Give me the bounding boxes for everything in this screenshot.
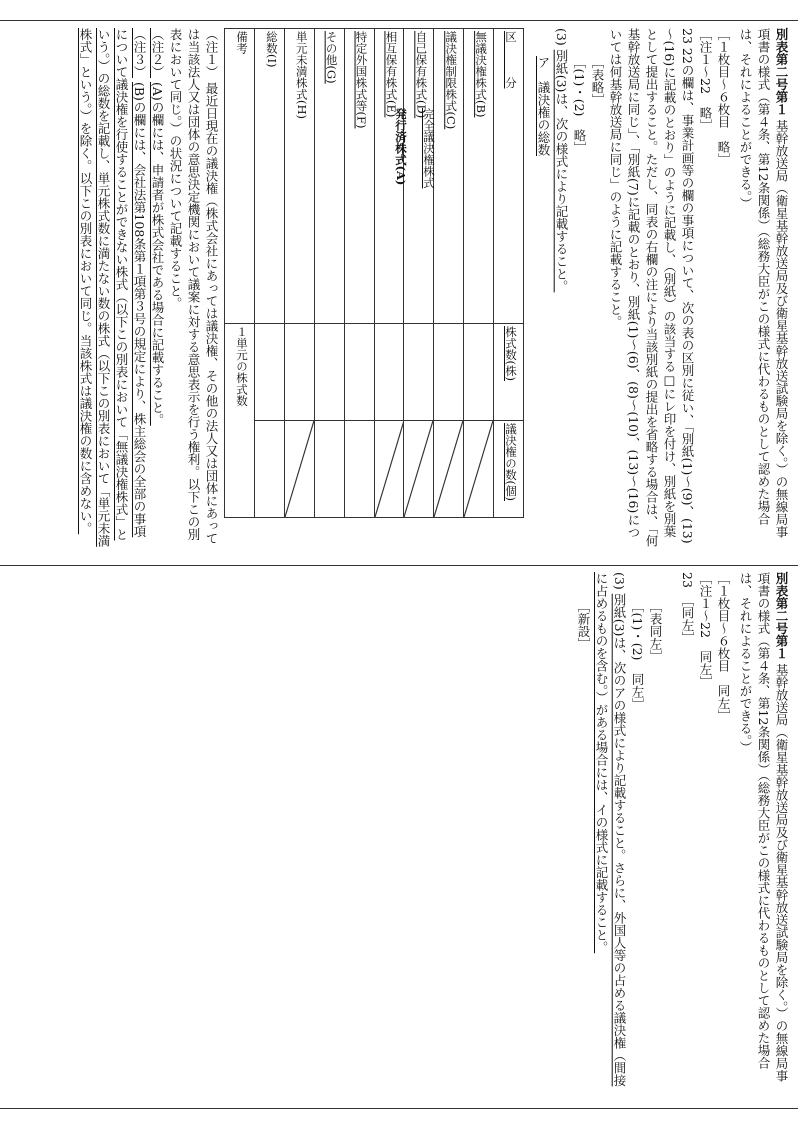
- row-soukazu-votes: [254, 420, 284, 517]
- row-tangen-miman-shares: [284, 323, 314, 420]
- items-reference-current: ［(1)・(2) 同左］: [630, 599, 645, 710]
- row-seigen-votes-diagonal: [434, 420, 464, 517]
- item-3-number-current: (3): [612, 572, 627, 590]
- row-tangen-miman-votes-diagonal: [284, 420, 314, 517]
- sheet-reference: ［１枚目～６枚目 略］: [716, 28, 731, 166]
- items-reference: ［(1)・(2) 略］: [572, 55, 587, 154]
- row-mugiketsu-label: 無議決権株式(B): [464, 29, 494, 324]
- row-jiko-votes-diagonal: [404, 420, 434, 517]
- top-border-rule: [0, 20, 798, 21]
- row-tokutei-label: 特定外国株式等(F): [344, 29, 374, 324]
- note-23-current: 23 ［同左］: [680, 572, 695, 645]
- row-jiko-label: 自己保有株式(D): [404, 29, 434, 324]
- row-ichitangen-cell: １単元の株式数: [225, 323, 255, 517]
- row-soukazu-shares: [254, 323, 284, 420]
- form-lead-paragraph: 基幹放送局（衛星基幹放送局及び衛星基幹放送試験局を除く。）の無線局事項書の様式（第４条、第12条関係）（総務大臣がこの様式に代わるものとして認めた場合は、それによることができる。）: [738, 28, 789, 539]
- table-note-2: [148, 28, 166, 548]
- form-lead-paragraph-current: 基幹放送局（衛星基幹放送局及び衛星基幹放送試験局を除く。）の無線局事項書の様式（第４条、第12条関係）（総務大臣がこの様式に代わるものとして認めた場合は、それによることができる。）: [738, 572, 789, 1083]
- note-reference: ［注１～22 略］: [698, 28, 713, 132]
- row-soukazu-label: 総数(I): [254, 29, 284, 324]
- note-23-text: 22の欄は、事業計画等の欄の事項について、次の表の区別に従い、「別紙(1)～(9)、(13)～(16)に記載のとおり」のように記載し、（別紙）の該当する□にレ印を付け、別紙を別葉として提出すること。ただし、同表の右欄の注により当該別紙の提出を省略する場合は、「何基幹放送局に同じ」、「別紙(7)に記載のとおり、別紙(1)～(6)、(8)～(10)、(13)～(16)については何基幹放送局に同じ」のように記載すること。: [608, 28, 695, 547]
- note-23-number: 23: [680, 28, 695, 44]
- table-note-3: [76, 28, 148, 548]
- row-kanzen-label: 完全議決権株式: [422, 108, 436, 189]
- table-note-2-label: （注２）: [150, 28, 165, 78]
- form-title: 別表第二号第１: [774, 28, 789, 116]
- row-sonota-votes: [314, 420, 344, 517]
- row-tokutei-shares: [344, 323, 374, 420]
- bottom-border-rule: [0, 1108, 798, 1109]
- amended-text-panel: [10, 28, 790, 548]
- row-hakko-label: 発行済株式(A): [394, 108, 408, 186]
- item-3-text: 別紙(3)は、次の様式により記載すること。: [554, 49, 569, 293]
- table-reference: ［表略］: [590, 55, 605, 106]
- row-seigen-shares: [434, 323, 464, 420]
- row-tangen-miman-label: 単元未満株式(H): [284, 29, 314, 324]
- row-sogo-votes-diagonal: [374, 420, 404, 517]
- table-reference-current: ［表同左］: [648, 599, 663, 662]
- header-votes-cell: 議決権の数(個): [494, 420, 524, 517]
- row-biko-label: 備考: [225, 29, 255, 324]
- item-3-text-current: 別紙(3)は、次のアの様式により記載すること。さらに、外国人等の占める議決権（間接に占めるものを含む。）がある場合には、イの様式に記載すること。: [594, 572, 627, 1087]
- table-note-3-text: (B)の欄には、会社法第108条第１項第３号の規定により、株主総会の全部の事項について議決権を行使することができない株式（以下この別表において「無議決権株式」という。）の総数を記載し、単元株式数に満たない数の株式（以下この別表において「単元未満株式」という。）を除く。以下この別表において同じ。当該株式は議決権の数に含めない。: [78, 28, 147, 547]
- current-text-panel: [390, 572, 790, 1092]
- table-note-1-text: 最近日現在の議決権（株式会社にあっては議決権、その他の法人又は団体にあっては当該法人又は団体の意思決定機関において議案に対する意思表示を行う権利。以下この別表において同じ。）の状況について記載すること。: [168, 28, 219, 545]
- middle-divider-rule: [0, 565, 798, 566]
- row-jiko-shares: [404, 323, 434, 420]
- header-kubun-cell: 区 分: [494, 29, 524, 324]
- row-mugiketsu-votes-diagonal: [464, 420, 494, 517]
- item-3-current: [592, 572, 628, 1092]
- row-sonota-shares: [314, 323, 344, 420]
- row-mugiketsu-shares: [464, 323, 494, 420]
- row-sogo-shares: [374, 323, 404, 420]
- item-3: [552, 28, 570, 548]
- voting-rights-table: [224, 28, 524, 518]
- sheet-reference-current: ［１枚目～６枚目 同左］: [716, 572, 731, 722]
- row-seigen-label: 議決権制限株式(C): [434, 29, 464, 324]
- row-sogo-label: 相互保有株式(E): [374, 29, 404, 324]
- table-note-2-text: (A)の欄には、申請者が株式会社である場合に記載すること。: [150, 81, 165, 426]
- header-shares-cell: 株式数(株): [494, 323, 524, 420]
- row-sonota-label: その他(G): [314, 29, 344, 324]
- table-note-1-label: （注１）: [204, 28, 219, 78]
- note-23: [606, 28, 696, 548]
- new-tag: ［新設］: [576, 599, 591, 650]
- table-note-1: [166, 28, 220, 548]
- item-3-number: (3): [554, 28, 569, 46]
- subsection-a-title: ア 議決権の総数: [536, 55, 551, 156]
- form-title-current: 別表第二号第１: [774, 572, 789, 660]
- note-reference-current: ［注１～22 同左］: [698, 572, 713, 688]
- row-tokutei-votes: [344, 420, 374, 517]
- table-note-3-label: （注３）: [132, 28, 147, 78]
